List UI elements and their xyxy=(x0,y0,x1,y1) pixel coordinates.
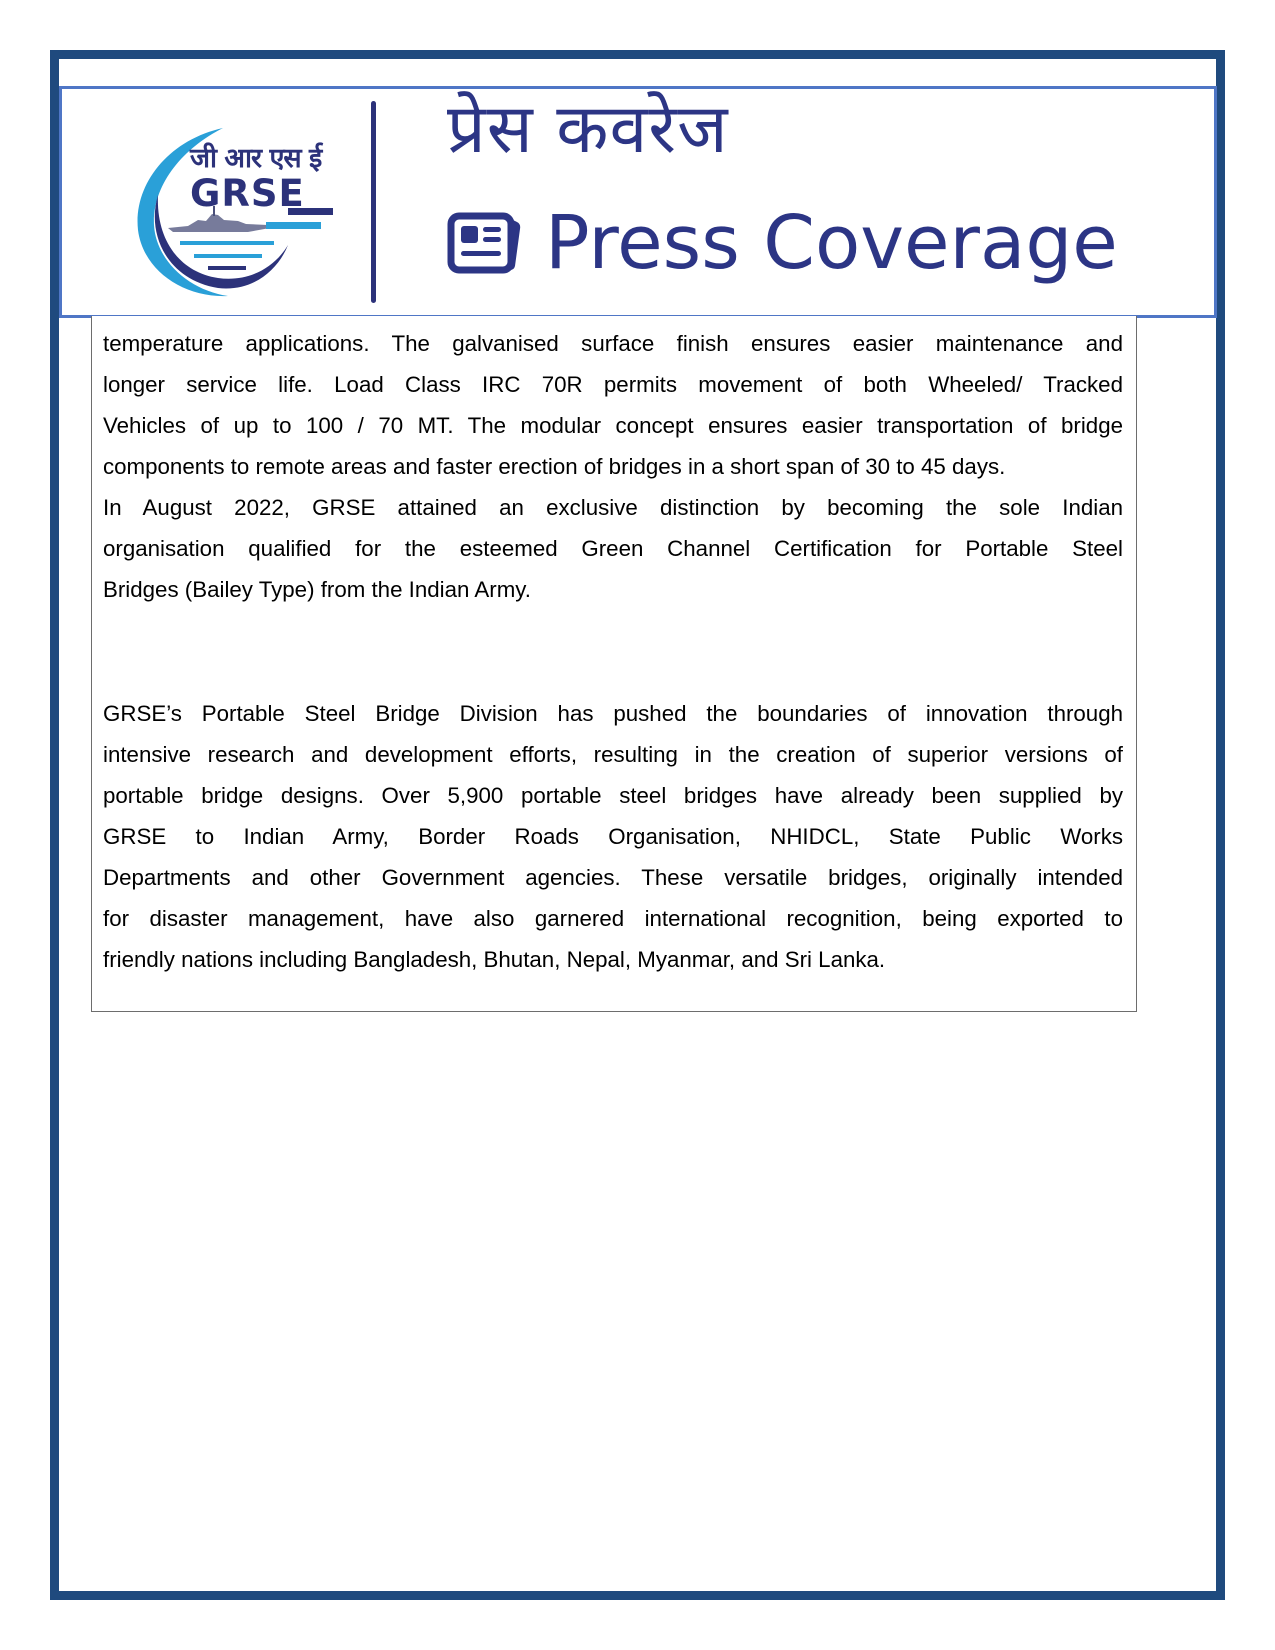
text-line: GRSE’s Portable Steel Bridge Division has pushed the boundaries of innovation through xyxy=(103,701,1123,726)
page-title-row xyxy=(447,198,1118,288)
text-line: for disaster management, have also garnered international recognition, being exported to xyxy=(103,906,1123,931)
text-line: In August 2022, GRSE attained an exclusive distinction by becoming the sole Indian xyxy=(103,495,1123,520)
text-line: Vehicles of up to 100 / 70 MT. The modular concept ensures easier transportation of bridge xyxy=(103,413,1123,438)
text-line: Bridges (Bailey Type) from the Indian Army. xyxy=(103,577,531,602)
text-line: intensive research and development efforts, resulting in the creation of superior versions of xyxy=(103,742,1123,767)
text-line: portable bridge designs. Over 5,900 portable steel bridges have already been supplied by xyxy=(103,783,1123,808)
article-text-box xyxy=(91,316,1137,1012)
header-divider xyxy=(371,101,376,303)
page-title-english: Press Coverage xyxy=(545,200,1118,286)
page-title-hindi: प्रेस कवरेज xyxy=(447,90,729,169)
text-line: friendly nations including Bangladesh, Bhutan, Nepal, Myanmar, and Sri Lanka. xyxy=(103,947,886,972)
text-line: longer service life. Load Class IRC 70R permits movement of both Wheeled/ Tracked xyxy=(103,372,1123,397)
logo-hindi-name: जी आर एस ई xyxy=(190,143,322,174)
article-paragraph xyxy=(103,693,1123,980)
text-line: components to remote areas and faster erection of bridges in a short span of 30 to 45 days. xyxy=(103,454,1006,479)
text-line: Departments and other Government agencies. These versatile bridges, originally intended xyxy=(103,865,1123,890)
logo-wordmark: GRSE xyxy=(190,172,305,215)
text-line: organisation qualified for the esteemed Green Channel Certification for Portable Steel xyxy=(103,536,1123,561)
text-line: temperature applications. The galvanised surface finish ensures easier maintenance and xyxy=(103,331,1123,356)
article-paragraph xyxy=(103,323,1123,610)
newspaper-icon xyxy=(447,210,525,276)
text-line: GRSE to Indian Army, Border Roads Organisation, NHIDCL, State Public Works xyxy=(103,824,1123,849)
